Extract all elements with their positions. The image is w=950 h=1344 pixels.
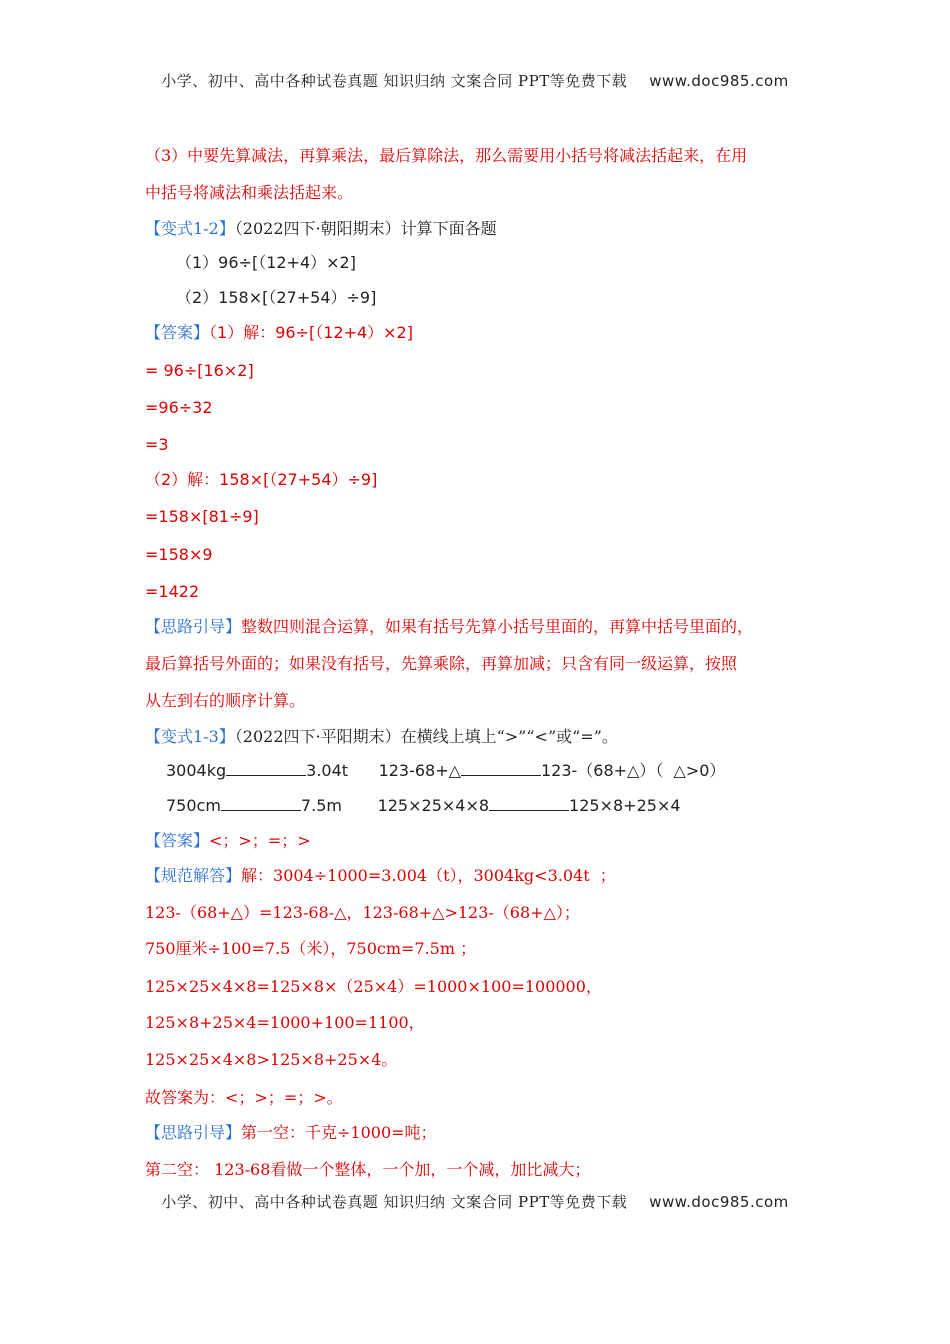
- question-2: （2）158×[（27+54）÷9]: [176, 288, 377, 307]
- answer-line: （2）解：158×[（27+54）÷9]: [145, 470, 378, 489]
- answer-blank[interactable]: [489, 796, 569, 811]
- norm-line: 125×25×4×8>125×8+25×4。: [145, 1050, 398, 1069]
- guide-line: 从左到右的顺序计算。: [145, 691, 306, 710]
- compare-row-2: [166, 796, 681, 816]
- answer-line: （1）解：96÷[（12+4）×2]: [209, 323, 413, 342]
- norm-line: 750厘米÷100=7.5（米），750cm=7.5m ；: [145, 939, 477, 958]
- footer-url[interactable]: www.doc985.com: [649, 1193, 789, 1211]
- guide-tag: 【思路引导】: [145, 1123, 242, 1142]
- compare-row-1: [166, 761, 725, 781]
- para-line: （3）中要先算减法，再算乘法，最后算除法，那么需要用小括号将减法括起来，在用: [145, 146, 748, 165]
- guide-heading: [145, 617, 753, 637]
- question-1: （1）96÷[（12+4）×2]: [176, 253, 356, 272]
- compare-left: 123-68+△: [378, 761, 461, 780]
- answer-blank[interactable]: [461, 761, 541, 776]
- answer-tag: 【答案】: [145, 323, 210, 342]
- answer-blank[interactable]: [221, 796, 301, 811]
- variant-text: （2022四下·朝阳期末）计算下面各题: [234, 219, 497, 238]
- step: =158×9: [145, 545, 213, 564]
- guide-line: 整数四则混合运算，如果有括号先算小括号里面的，再算中括号里面的，: [241, 617, 754, 636]
- compare-right: 7.5m: [300, 796, 342, 815]
- para-line: 中括号将减法和乘法括起来。: [145, 183, 354, 202]
- norm-tag: 【规范解答】: [145, 866, 242, 885]
- norm-heading: [145, 866, 616, 886]
- header-url[interactable]: www.doc985.com: [649, 72, 789, 90]
- header-text: 小学、初中、高中各种试卷真题 知识归纳 文案合同 PPT等免费下载: [161, 72, 628, 90]
- compare-right: 123-（68+△）（ △>0）: [540, 761, 726, 780]
- guide-line: 第一空：千克÷1000=吨；: [241, 1123, 437, 1142]
- norm-line: 125×8+25×4=1000+100=1100，: [145, 1013, 425, 1032]
- variant-text: （2022四下·平阳期末）在横线上填上“>”“<”或“=”。: [234, 727, 618, 746]
- step: = 96÷[16×2]: [145, 361, 254, 380]
- guide-line: 最后算括号外面的；如果没有括号，先算乘除，再算加减；只含有同一级运算，按照: [145, 654, 738, 673]
- page-header: [0, 70, 950, 91]
- answer-tag: 【答案】: [145, 831, 210, 850]
- norm-line: 故答案为：<；>；=；>。: [145, 1088, 343, 1107]
- norm-line: 解：3004÷1000=3.004（t），3004kg<3.04t ；: [241, 866, 616, 885]
- compare-left: 750cm: [166, 796, 221, 815]
- compare-left: 3004kg: [166, 761, 227, 780]
- compare-right: 3.04t: [306, 761, 349, 780]
- answer-line: <；>；=；>: [209, 831, 311, 850]
- norm-line: 125×25×4×8=125×8×（25×4）=1000×100=100000，: [145, 977, 602, 996]
- answer-heading: [145, 831, 311, 851]
- norm-line: 123-（68+△）=123-68-△，123-68+△>123-（68+△）；: [145, 903, 580, 922]
- page-footer: [0, 1191, 950, 1212]
- variant-1-3-heading: [145, 727, 618, 747]
- guide-heading: [145, 1123, 437, 1143]
- compare-left: 125×25×4×8: [377, 796, 490, 815]
- variant-1-2-heading: [145, 219, 497, 239]
- compare-right: 125×8+25×4: [569, 796, 681, 815]
- step: =1422: [145, 582, 200, 601]
- variant-tag: 【变式1-2】: [145, 219, 235, 238]
- footer-text: 小学、初中、高中各种试卷真题 知识归纳 文案合同 PPT等免费下载: [161, 1193, 628, 1211]
- answer-blank[interactable]: [226, 761, 306, 776]
- variant-tag: 【变式1-3】: [145, 727, 235, 746]
- guide-tag: 【思路引导】: [145, 617, 242, 636]
- step: =3: [145, 435, 169, 454]
- answer-heading: [145, 323, 413, 343]
- step: =96÷32: [145, 398, 213, 417]
- guide-line: 第二空： 123-68看做一个整体，一个加，一个减，加比减大；: [145, 1160, 591, 1179]
- step: =158×[81÷9]: [145, 507, 259, 526]
